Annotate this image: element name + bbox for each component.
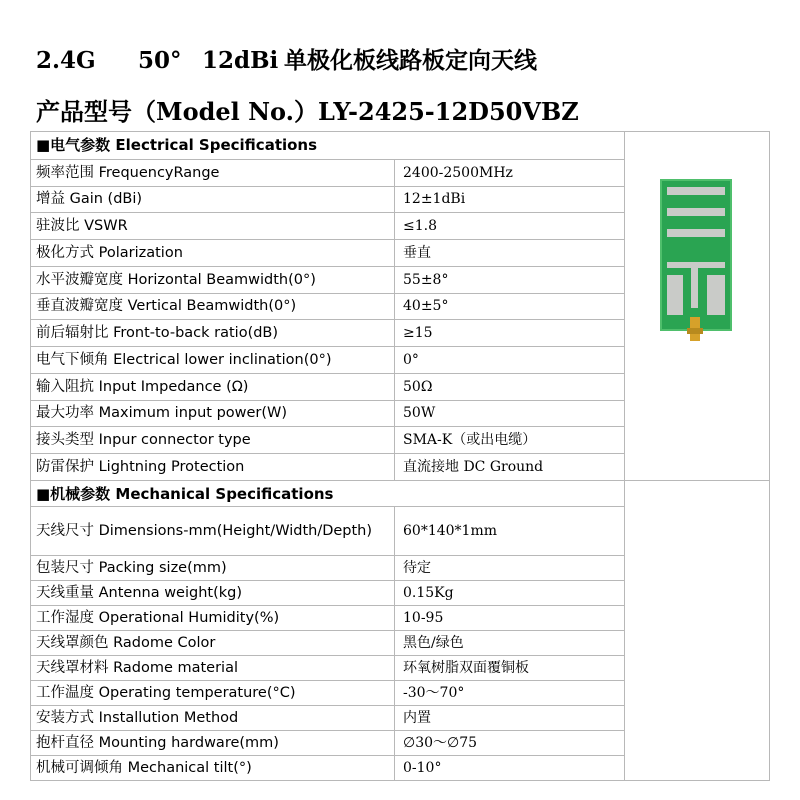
spec-value: 内置 <box>395 706 625 731</box>
spec-label: 天线罩材料 Radome material <box>31 656 395 681</box>
antenna-photo-cell <box>625 132 770 481</box>
spec-value: 待定 <box>395 556 625 581</box>
feed-line <box>691 268 698 308</box>
title-band: 2.4G <box>36 47 96 74</box>
blank-side-cell <box>625 481 770 781</box>
spec-value: 直流接地 DC Ground <box>395 454 625 481</box>
title-beamwidth: 50° <box>138 47 182 74</box>
spec-value: 0° <box>395 347 625 374</box>
spec-label: 电气下倾角 Electrical lower inclination(0°) <box>31 347 395 374</box>
spec-label: 极化方式 Polarization <box>31 240 395 267</box>
spec-value: 50Ω <box>395 373 625 400</box>
reflector-left <box>667 275 683 315</box>
mechanical-heading: ■机械参数 Mechanical Specifications <box>31 481 625 507</box>
spec-value: ≤1.8 <box>395 213 625 240</box>
antenna-pcb-image <box>625 132 769 472</box>
spec-label: 频率范围 FrequencyRange <box>31 159 395 186</box>
spec-value: -30～70° <box>395 681 625 706</box>
spec-value: 0-10° <box>395 756 625 781</box>
model-number: 产品型号（Model No.）LY-2425-12D50VBZ <box>36 97 579 126</box>
title-gain: 12dBi <box>202 47 279 74</box>
spec-label: 垂直波瓣宽度 Vertical Beamwidth(0°) <box>31 293 395 320</box>
spec-label: 包装尺寸 Packing size(mm) <box>31 556 395 581</box>
spec-label: 接头类型 Inpur connector type <box>31 427 395 454</box>
spec-value: ≥15 <box>395 320 625 347</box>
title-description: 单极化板线路板定向天线 <box>284 47 537 74</box>
section-row-mechanical <box>31 481 770 507</box>
spec-label: 抱杆直径 Mounting hardware(mm) <box>31 731 395 756</box>
director-element-2 <box>667 208 725 216</box>
spec-value: 垂直 <box>395 240 625 267</box>
spec-value: 2400-2500MHz <box>395 159 625 186</box>
director-element-3 <box>667 229 725 237</box>
spec-label: 增益 Gain (dBi) <box>31 186 395 213</box>
product-title <box>36 42 537 75</box>
spec-value: SMA-K（或出电缆） <box>395 427 625 454</box>
spec-label: 机械可调倾角 Mechanical tilt(°) <box>31 756 395 781</box>
spec-label: 水平波瓣宽度 Horizontal Beamwidth(0°) <box>31 266 395 293</box>
spec-label: 天线尺寸 Dimensions-mm(Height/Width/Depth) <box>31 507 395 556</box>
spec-label: 安装方式 Installution Method <box>31 706 395 731</box>
spec-table <box>30 131 770 781</box>
spec-label: 驻波比 VSWR <box>31 213 395 240</box>
spec-value: 12±1dBi <box>395 186 625 213</box>
spec-value: 黑色/绿色 <box>395 631 625 656</box>
spec-value: 55±8° <box>395 266 625 293</box>
spec-label: 工作温度 Operating temperature(°C) <box>31 681 395 706</box>
spec-label: 最大功率 Maximum input power(W) <box>31 400 395 427</box>
spec-label: 前后辐射比 Front-to-back ratio(dB) <box>31 320 395 347</box>
section-row-electrical <box>31 132 770 160</box>
spec-label: 工作湿度 Operational Humidity(%) <box>31 606 395 631</box>
director-element-1 <box>667 187 725 195</box>
sma-connector-base <box>687 328 703 334</box>
reflector-right <box>707 275 725 315</box>
spec-value: 0.15Kg <box>395 581 625 606</box>
spec-value: 10-95 <box>395 606 625 631</box>
spec-label: 天线重量 Antenna weight(kg) <box>31 581 395 606</box>
spec-value: 环氧树脂双面覆铜板 <box>395 656 625 681</box>
spec-label: 防雷保护 Lightning Protection <box>31 454 395 481</box>
spec-label: 输入阻抗 Input Impedance (Ω) <box>31 373 395 400</box>
spec-value: 50W <box>395 400 625 427</box>
spec-value: 60*140*1mm <box>395 507 625 556</box>
electrical-heading: ■电气参数 Electrical Specifications <box>31 132 625 160</box>
driven-element <box>667 262 725 268</box>
spec-value: 40±5° <box>395 293 625 320</box>
spec-label: 天线罩颜色 Radome Color <box>31 631 395 656</box>
spec-value: ∅30～∅75 <box>395 731 625 756</box>
